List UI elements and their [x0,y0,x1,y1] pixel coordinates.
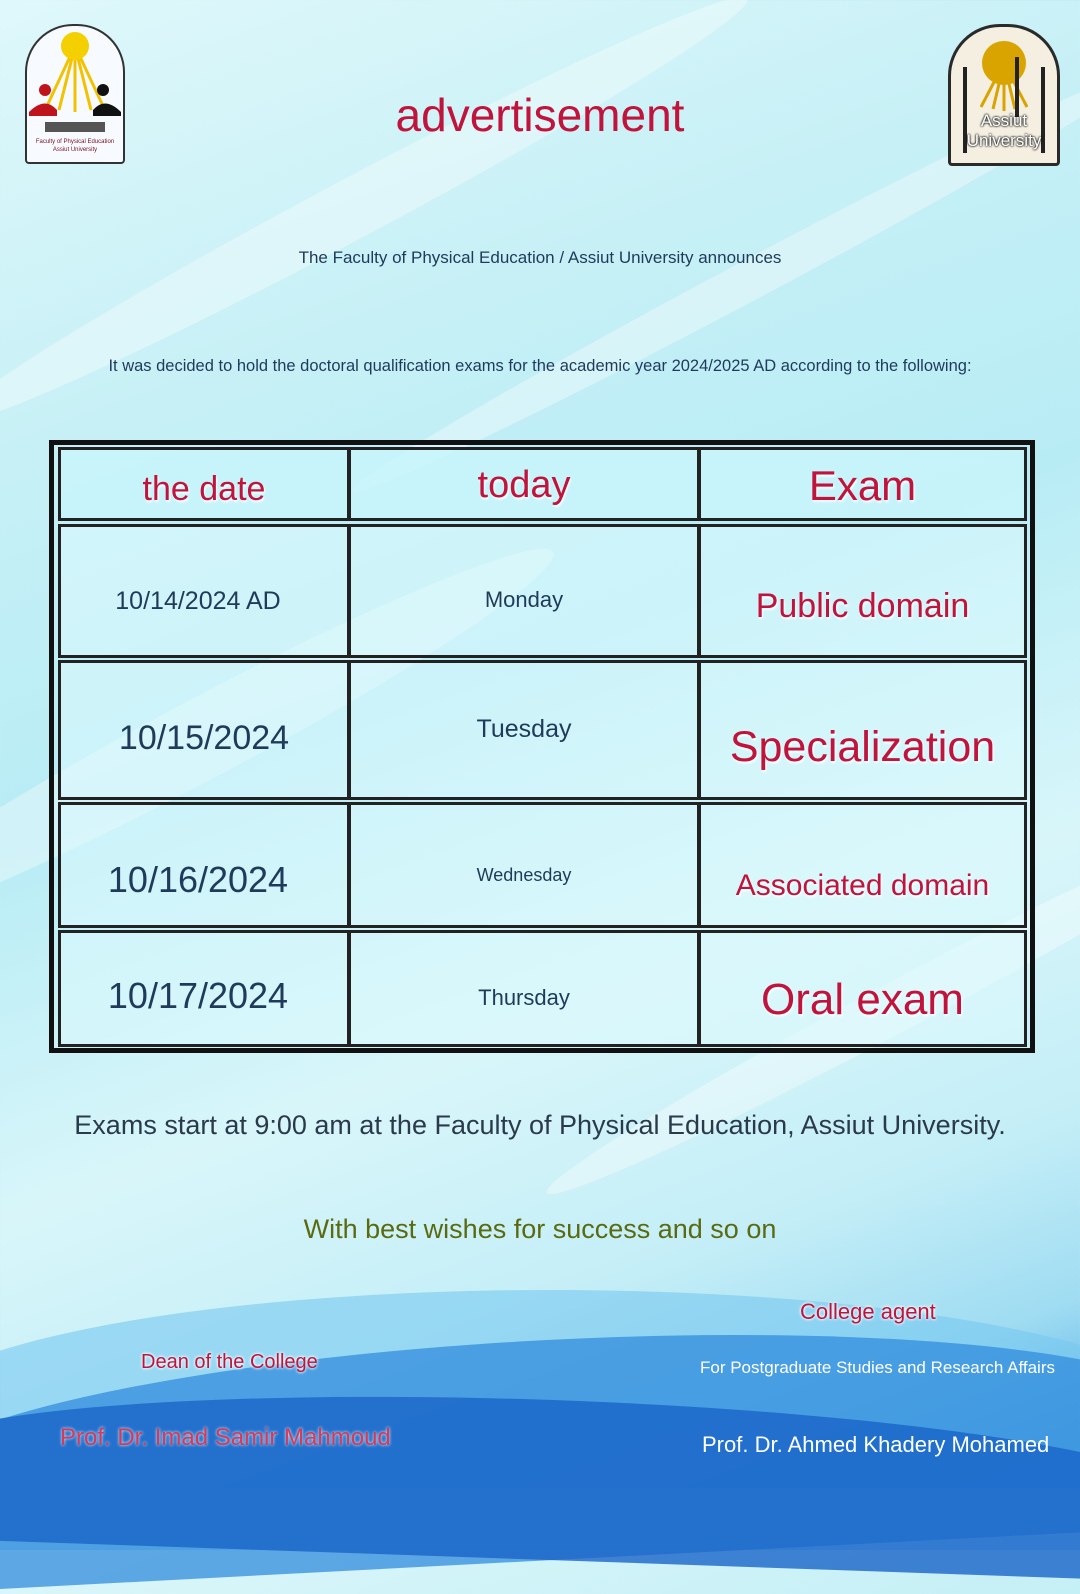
decision-text: It was decided to hold the doctoral qualification exams for the academic year 2024/2025 AD according to the following: [108,357,972,375]
college-agent-subtitle: For Postgraduate Studies and Research Affairs [700,1358,1055,1377]
exam-start-notice: Exams start at 9:00 am at the Faculty of Physical Education, Assiut University. [74,1110,1006,1140]
row-day: Tuesday [476,715,572,743]
table-row-1-date [58,524,350,658]
announcement-text: The Faculty of Physical Education / Assiut University announces [298,248,782,267]
table-row-2-date [58,660,350,800]
table-row-4-exam [698,930,1027,1047]
header-cell-day [348,447,700,521]
row-day: Monday [484,587,564,612]
table-row-2-exam [698,660,1027,800]
dean-name: Prof. Dr. Imad Samir Mahmoud [60,1424,391,1451]
table-row-3-date [58,802,350,928]
column-header-exam: Exam [808,462,917,509]
faculty-logo-caption: Faculty of Physical Education Assiut University [35,139,115,153]
row-exam: Specialization [729,723,996,771]
table-row-2-day [348,660,700,800]
logo-text-assiut: Assiut [980,111,1028,130]
row-day: Wednesday [476,865,572,885]
column-header-date: the date [142,470,266,508]
column-header-day: today [477,464,571,506]
row-day: Thursday [478,985,570,1010]
table-row-4-day [348,930,700,1047]
header-cell-date [58,447,350,521]
table-row-1-exam [698,524,1027,658]
row-date: 10/17/2024 [107,975,289,1016]
row-exam: Oral exam [761,975,964,1024]
dean-title: Dean of the College [141,1351,318,1373]
row-exam: Public domain [755,587,970,625]
table-row-1-day [348,524,700,658]
college-agent-title: College agent [800,1299,936,1324]
best-wishes-text: With best wishes for success and so on [303,1214,777,1244]
logo-text-university: University [966,131,1042,150]
college-agent-name: Prof. Dr. Ahmed Khadery Mohamed [702,1432,1050,1457]
table-row-3-day [348,802,700,928]
row-exam: Associated domain [735,869,990,902]
row-date: 10/15/2024 [118,719,290,757]
row-date: 10/16/2024 [107,859,289,900]
row-date: 10/14/2024 AD [115,587,281,615]
header-cell-exam [698,447,1027,521]
table-row-4-date [58,930,350,1047]
page-title: advertisement [395,89,685,141]
table-row-3-exam [698,802,1027,928]
